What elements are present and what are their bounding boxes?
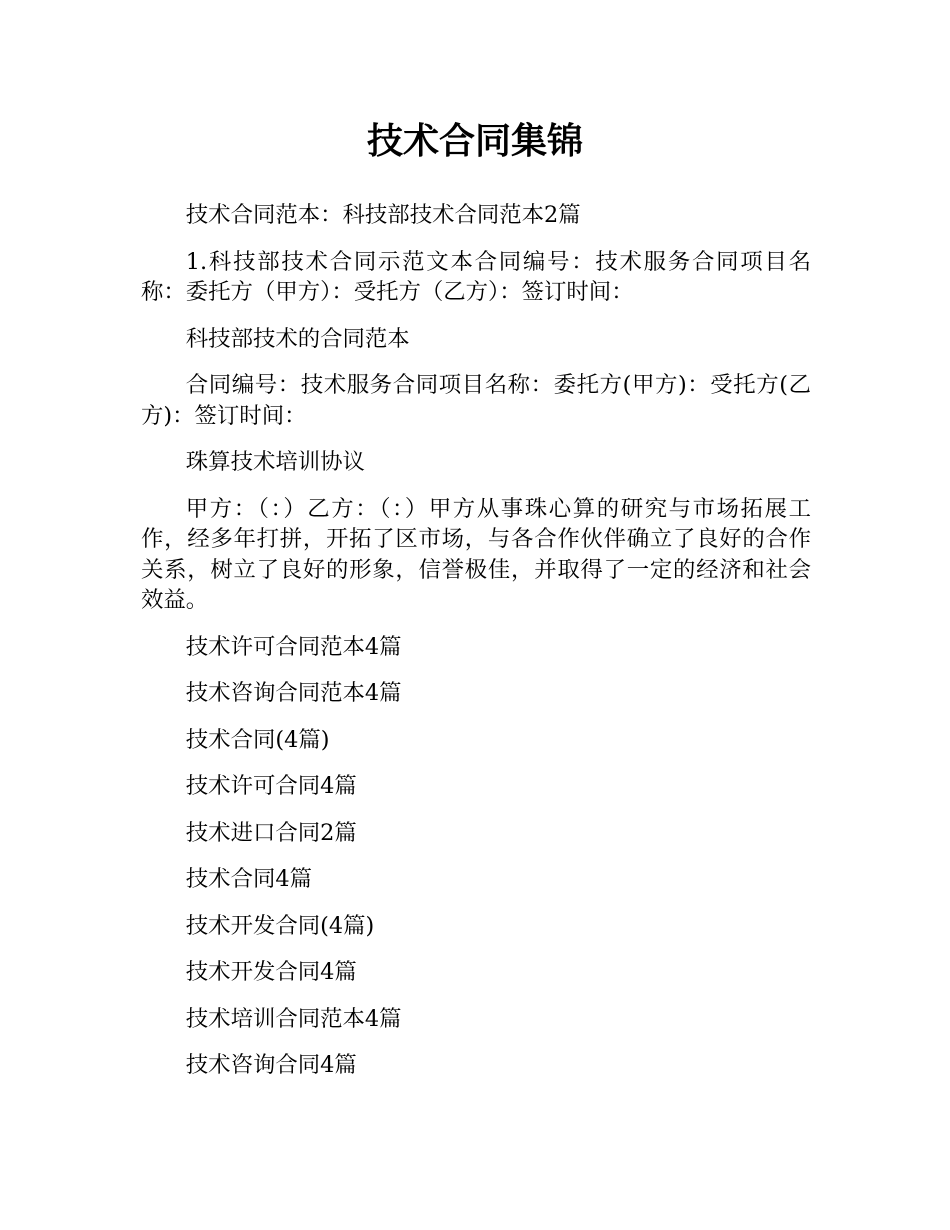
paragraph-5: 珠算技术培训协议 [185, 449, 365, 475]
paragraph-3: 科技部技术的合同范本 [185, 325, 410, 352]
paragraph-7: 技术许可合同范本4篇 [185, 633, 402, 660]
document-title: 技术合同集锦 [366, 121, 583, 162]
paragraph-10: 技术许可合同4篇 [185, 773, 357, 799]
document-body [141, 200, 811, 1081]
paragraph-1: 技术合同范本：科技部技术合同范本2篇 [185, 202, 581, 228]
paragraph-8: 技术咨询合同范本4篇 [185, 680, 402, 706]
paragraph-11: 技术进口合同2篇 [185, 819, 357, 846]
paragraph-14: 技术开发合同4篇 [185, 959, 357, 985]
paragraph-16: 技术咨询合同4篇 [185, 1052, 357, 1078]
paragraph-12: 技术合同4篇 [185, 866, 312, 892]
paragraph-15: 技术培训合同范本4篇 [185, 1005, 402, 1032]
paragraph-2: 1.科技部技术合同示范文本合同编号：技术服务合同项目名称：委托方（甲方）：受托方（乙方）：签订时间： [141, 248, 811, 305]
paragraph-6: 甲方：（：）乙方：（：）甲方从事珠心算的研究与市场拓展工作，经多年打拼，开拓了区市场，与各合作伙伴确立了良好的合作关系，树立了良好的形象，信誉极佳，并取得了一定的经济和社会效益。 [141, 495, 811, 613]
paragraph-9: 技术合同(4篇) [185, 726, 330, 753]
paragraph-13: 技术开发合同(4篇) [185, 912, 375, 939]
paragraph-4: 合同编号：技术服务合同项目名称：委托方(甲方)：受托方(乙方)：签订时间： [141, 372, 811, 429]
